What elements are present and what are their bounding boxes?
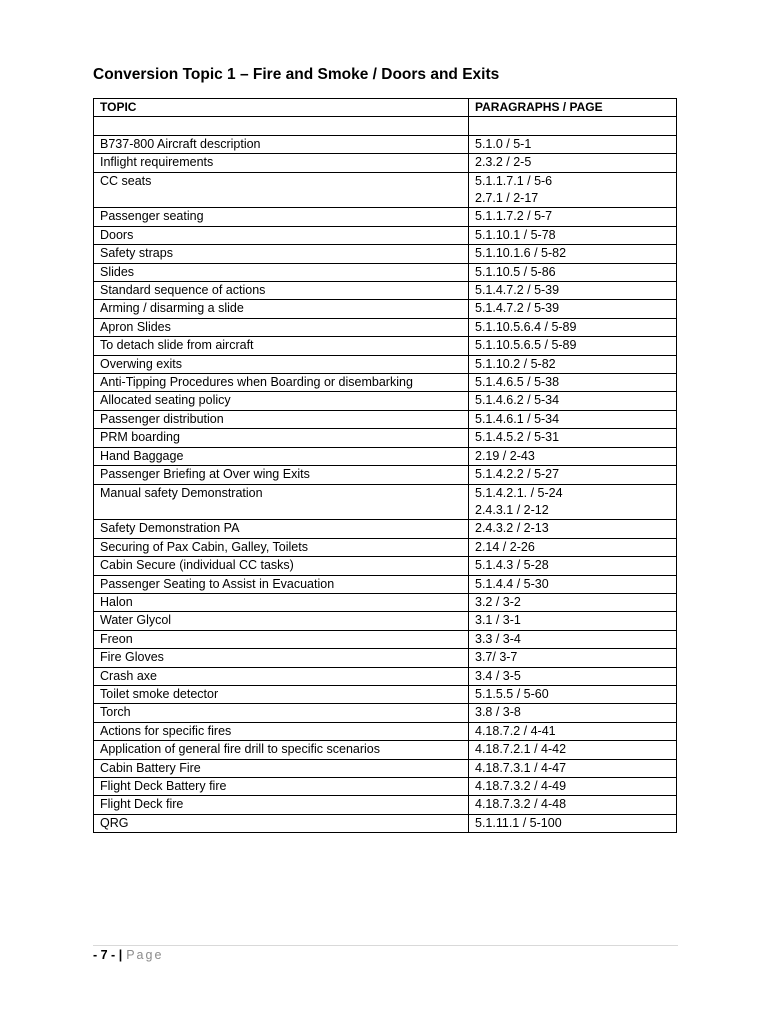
- paragraph-page-cell: 5.1.1.7.2 / 5-7: [469, 208, 677, 226]
- paragraph-page-cell: 5.1.10.1 / 5-78: [469, 226, 677, 244]
- topic-cell: Securing of Pax Cabin, Galley, Toilets: [94, 538, 469, 556]
- topic-cell: Doors: [94, 226, 469, 244]
- table-row: [94, 300, 677, 318]
- topic-cell: Arming / disarming a slide: [94, 300, 469, 318]
- table-row: [94, 814, 677, 832]
- table-row: [94, 208, 677, 226]
- paragraph-page-cell: 5.1.4.3 / 5-28: [469, 557, 677, 575]
- table-row: [94, 429, 677, 447]
- paragraph-page-cell: 4.18.7.3.1 / 4-47: [469, 759, 677, 777]
- paragraph-page-cell: 5.1.5.5 / 5-60: [469, 685, 677, 703]
- paragraph-page-cell: 5.1.4.6.5 / 5-38: [469, 374, 677, 392]
- paragraph-page-cell: 4.18.7.3.2 / 4-49: [469, 778, 677, 796]
- topic-cell: Anti-Tipping Procedures when Boarding or disembarking: [94, 374, 469, 392]
- topic-cell: Overwing exits: [94, 355, 469, 373]
- paragraph-page-cell: 5.1.4.4 / 5-30: [469, 575, 677, 593]
- table-row: [94, 593, 677, 611]
- topic-cell: Inflight requirements: [94, 154, 469, 172]
- table-row: [94, 245, 677, 263]
- topic-cell: Actions for specific fires: [94, 722, 469, 740]
- paragraph-page-cell: 3.1 / 3-1: [469, 612, 677, 630]
- table-row: [94, 612, 677, 630]
- page-label: Page: [126, 948, 164, 962]
- topic-cell: Safety Demonstration PA: [94, 520, 469, 538]
- topic-cell: Passenger Briefing at Over wing Exits: [94, 466, 469, 484]
- table-row: [94, 263, 677, 281]
- table-row: [94, 796, 677, 814]
- paragraph-page-cell: 3.4 / 3-5: [469, 667, 677, 685]
- table-row: [94, 557, 677, 575]
- topic-cell: Passenger Seating to Assist in Evacuation: [94, 575, 469, 593]
- topic-cell: Passenger seating: [94, 208, 469, 226]
- table-row: [94, 778, 677, 796]
- topic-cell: Halon: [94, 593, 469, 611]
- topic-cell: Manual safety Demonstration: [94, 484, 469, 520]
- topic-cell: B737-800 Aircraft description: [94, 135, 469, 153]
- topic-cell: Standard sequence of actions: [94, 282, 469, 300]
- topic-cell: Apron Slides: [94, 318, 469, 336]
- table-row: [94, 318, 677, 336]
- paragraph-page-cell: 5.1.10.5 / 5-86: [469, 263, 677, 281]
- topic-cell: Flight Deck fire: [94, 796, 469, 814]
- table-body: [94, 117, 677, 833]
- table-header-row: [94, 99, 677, 117]
- paragraph-page-cell: [469, 117, 677, 135]
- table-row: [94, 685, 677, 703]
- paragraph-page-cell: 5.1.10.2 / 5-82: [469, 355, 677, 373]
- topic-cell: Safety straps: [94, 245, 469, 263]
- paragraph-page-cell: 5.1.10.5.6.5 / 5-89: [469, 337, 677, 355]
- table-row: [94, 117, 677, 135]
- table-row: [94, 575, 677, 593]
- topic-cell: Passenger distribution: [94, 410, 469, 428]
- paragraph-page-cell: 2.19 / 2-43: [469, 447, 677, 465]
- topic-cell: Hand Baggage: [94, 447, 469, 465]
- table-row: [94, 538, 677, 556]
- paragraph-page-cell: 4.18.7.2.1 / 4-42: [469, 741, 677, 759]
- table-row: [94, 392, 677, 410]
- table-row: [94, 154, 677, 172]
- paragraph-page-cell: 5.1.1.7.1 / 5-6 2.7.1 / 2-17: [469, 172, 677, 208]
- table-row: [94, 374, 677, 392]
- table-row: [94, 520, 677, 538]
- table-row: [94, 667, 677, 685]
- topic-cell: Application of general fire drill to specific scenarios: [94, 741, 469, 759]
- paragraph-page-cell: 4.18.7.2 / 4-41: [469, 722, 677, 740]
- topic-cell: Cabin Battery Fire: [94, 759, 469, 777]
- topic-cell: QRG: [94, 814, 469, 832]
- paragraph-page-cell: 5.1.10.5.6.4 / 5-89: [469, 318, 677, 336]
- table-row: [94, 172, 677, 208]
- footer-divider: [93, 945, 678, 946]
- paragraph-page-cell: 3.3 / 3-4: [469, 630, 677, 648]
- document-title: Conversion Topic 1 – Fire and Smoke / Doors and Exits: [93, 66, 500, 83]
- paragraph-page-cell: 2.3.2 / 2-5: [469, 154, 677, 172]
- table-row: [94, 410, 677, 428]
- topic-cell: Crash axe: [94, 667, 469, 685]
- topic-cell: Toilet smoke detector: [94, 685, 469, 703]
- paragraph-page-cell: 5.1.4.2.2 / 5-27: [469, 466, 677, 484]
- topic-cell: PRM boarding: [94, 429, 469, 447]
- table-row: [94, 741, 677, 759]
- header-topic: TOPIC: [94, 99, 469, 117]
- topic-cell: [94, 117, 469, 135]
- topic-cell: Flight Deck Battery fire: [94, 778, 469, 796]
- topic-cell: To detach slide from aircraft: [94, 337, 469, 355]
- topic-cell: Water Glycol: [94, 612, 469, 630]
- paragraph-page-cell: 5.1.11.1 / 5-100: [469, 814, 677, 832]
- table-row: [94, 135, 677, 153]
- paragraph-page-cell: 2.4.3.2 / 2-13: [469, 520, 677, 538]
- paragraph-page-cell: 5.1.4.7.2 / 5-39: [469, 282, 677, 300]
- table-row: [94, 484, 677, 520]
- table-row: [94, 226, 677, 244]
- topic-cell: Freon: [94, 630, 469, 648]
- topic-cell: Slides: [94, 263, 469, 281]
- paragraph-page-cell: 5.1.4.6.2 / 5-34: [469, 392, 677, 410]
- topic-cell: Cabin Secure (individual CC tasks): [94, 557, 469, 575]
- topic-cell: Torch: [94, 704, 469, 722]
- topic-cell: CC seats: [94, 172, 469, 208]
- table-row: [94, 337, 677, 355]
- paragraph-page-cell: 5.1.0 / 5-1: [469, 135, 677, 153]
- table-row: [94, 759, 677, 777]
- table-row: [94, 466, 677, 484]
- header-paragraphs-page: PARAGRAPHS / PAGE: [469, 99, 677, 117]
- paragraph-page-cell: 2.14 / 2-26: [469, 538, 677, 556]
- paragraph-page-cell: 5.1.4.7.2 / 5-39: [469, 300, 677, 318]
- paragraph-page-cell: 3.2 / 3-2: [469, 593, 677, 611]
- table-row: [94, 355, 677, 373]
- page-number: - 7 - |: [93, 948, 123, 962]
- table-row: [94, 282, 677, 300]
- topic-cell: Fire Gloves: [94, 649, 469, 667]
- page-footer: [93, 948, 163, 962]
- paragraph-page-cell: 3.8 / 3-8: [469, 704, 677, 722]
- paragraph-page-cell: 4.18.7.3.2 / 4-48: [469, 796, 677, 814]
- topic-table: [93, 98, 677, 833]
- paragraph-page-cell: 5.1.10.1.6 / 5-82: [469, 245, 677, 263]
- table-row: [94, 630, 677, 648]
- paragraph-page-cell: 5.1.4.5.2 / 5-31: [469, 429, 677, 447]
- table-row: [94, 704, 677, 722]
- paragraph-page-cell: 3.7/ 3-7: [469, 649, 677, 667]
- table-row: [94, 722, 677, 740]
- paragraph-page-cell: 5.1.4.2.1. / 5-24 2.4.3.1 / 2-12: [469, 484, 677, 520]
- table-row: [94, 649, 677, 667]
- paragraph-page-cell: 5.1.4.6.1 / 5-34: [469, 410, 677, 428]
- table-row: [94, 447, 677, 465]
- topic-cell: Allocated seating policy: [94, 392, 469, 410]
